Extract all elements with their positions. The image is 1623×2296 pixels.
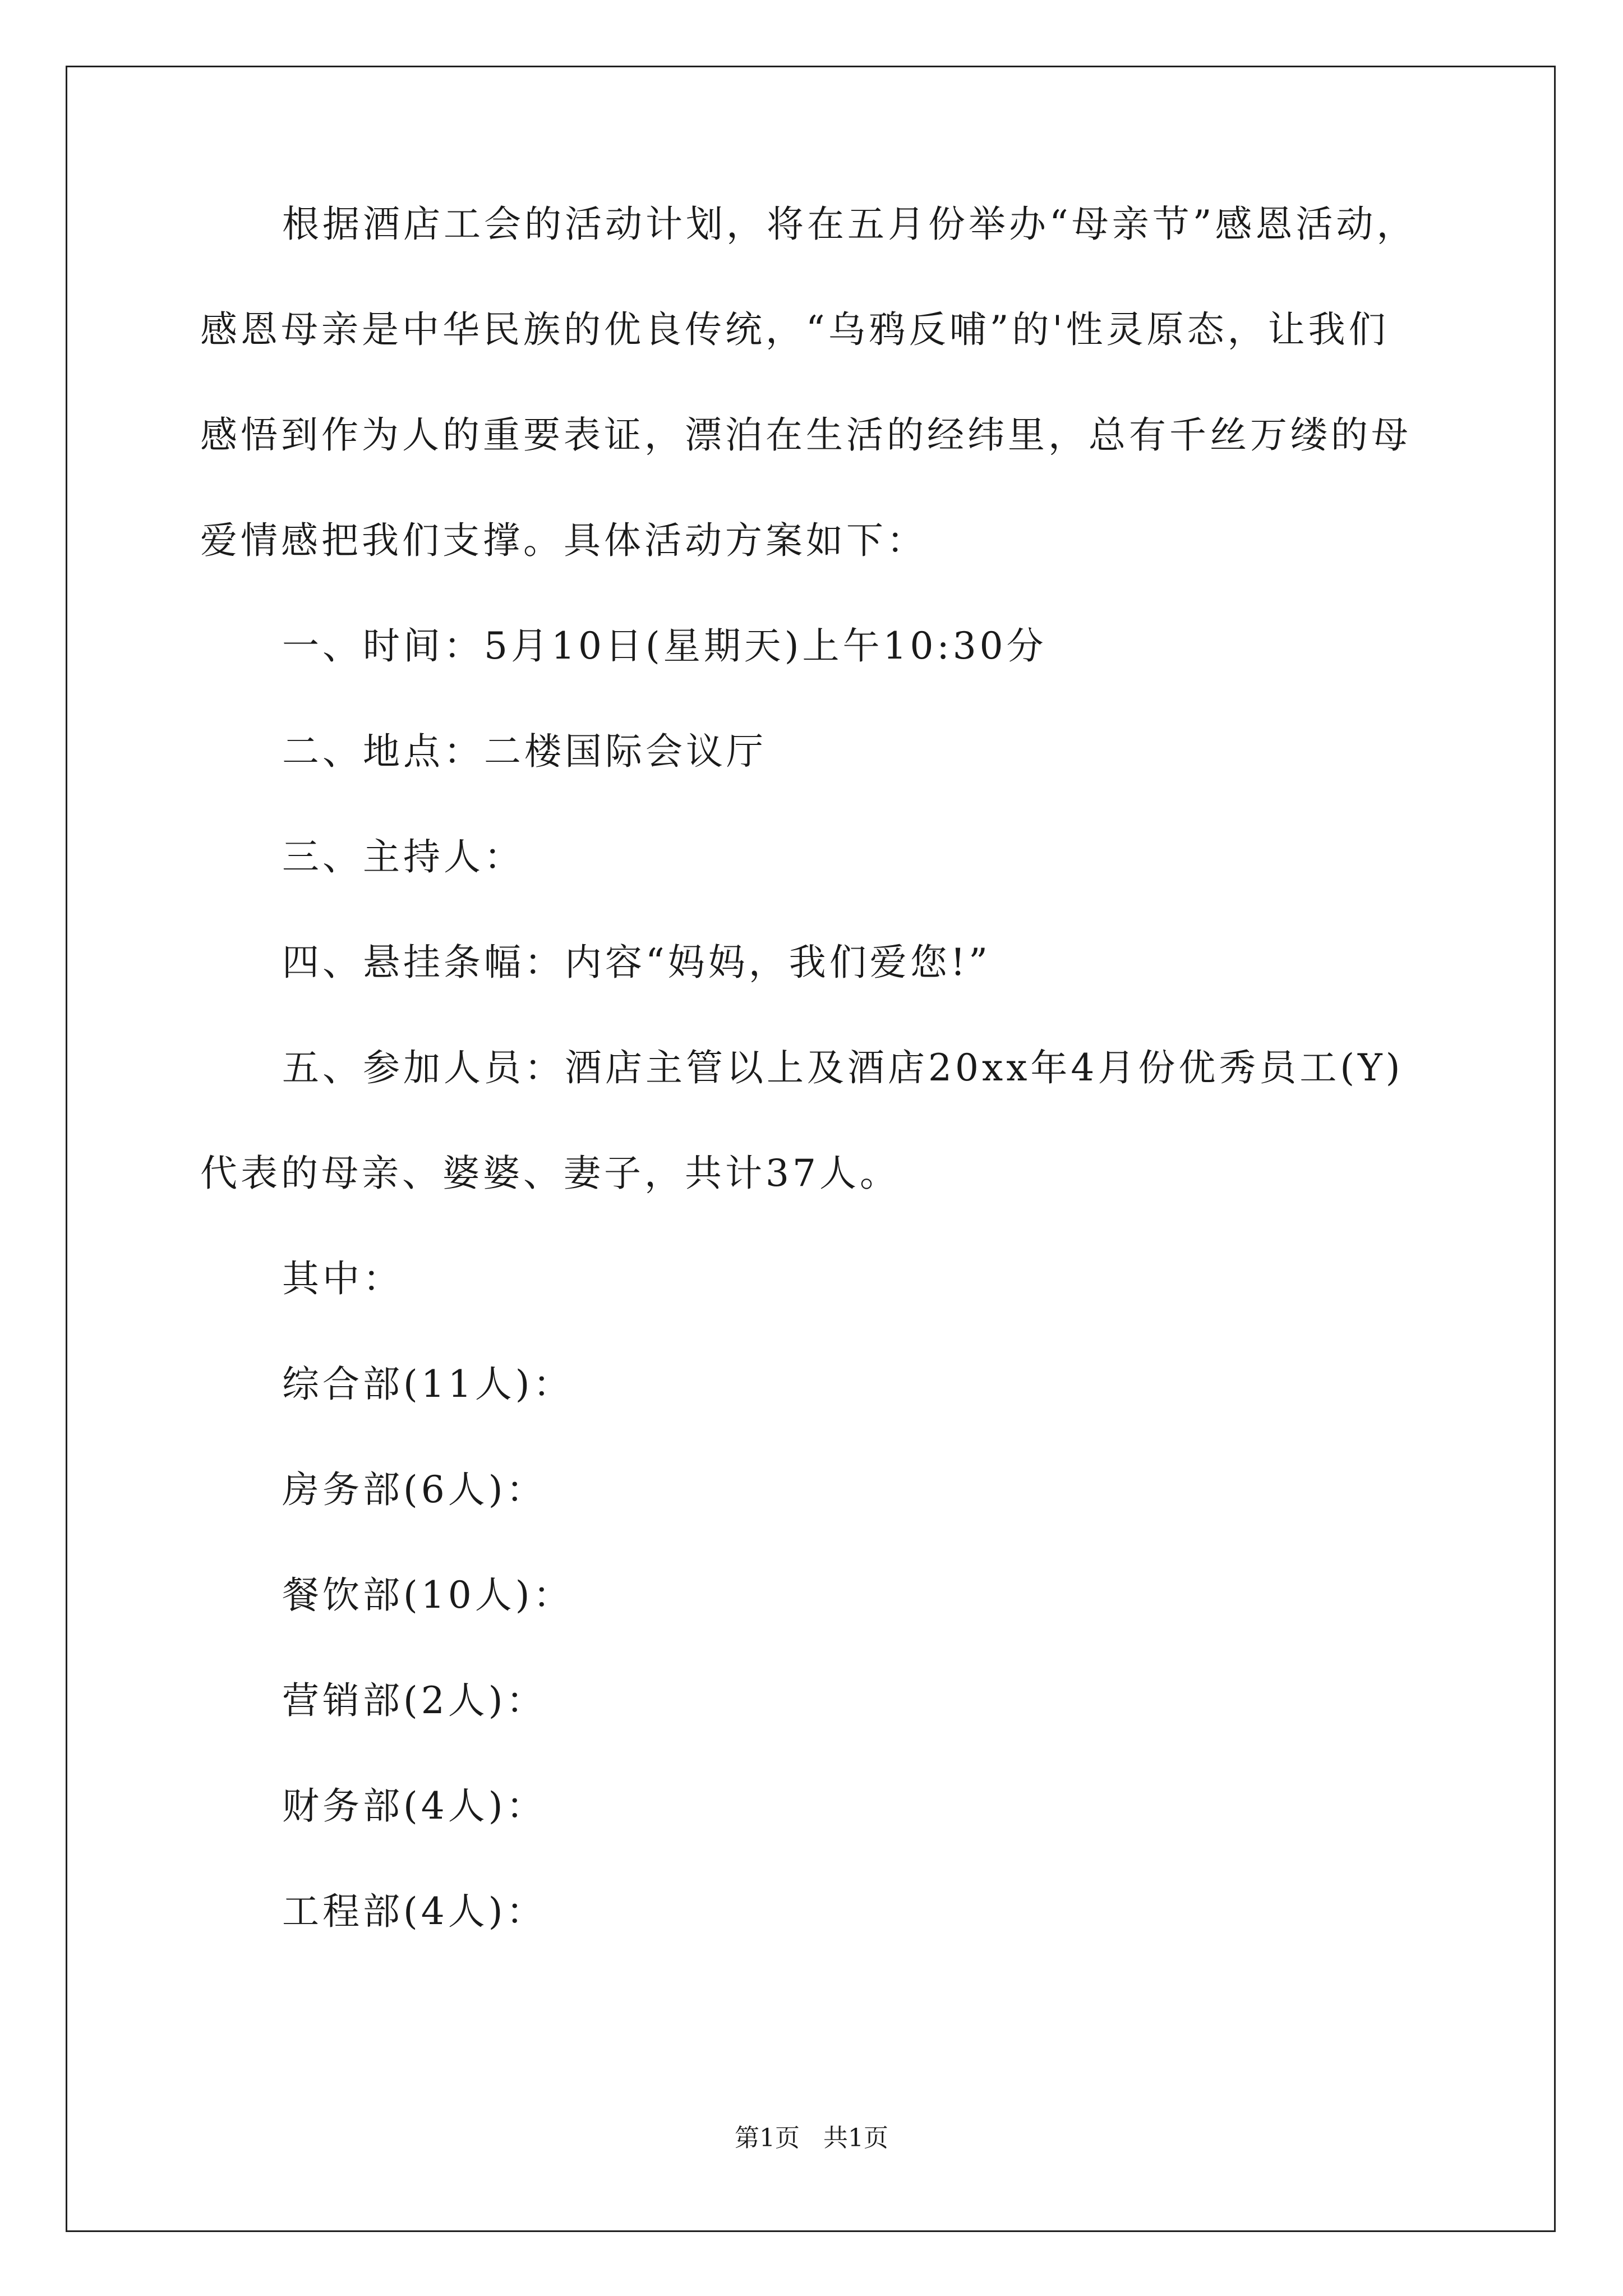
page-number-footer: 第1页 共1页 bbox=[735, 2124, 888, 2152]
dept-marketing: 营销部(2人)： bbox=[282, 1679, 547, 1722]
item-time: 一、时间：5月10日(星期天)上午10:30分 bbox=[282, 624, 1047, 668]
paragraph-intro-line-4: 爱情感把我们支撑。具体活动方案如下： bbox=[200, 519, 927, 562]
paragraph-intro-line-2: 感恩母亲是中华民族的优良传统，“乌鸦反哺”的'性灵原态，让我们 bbox=[200, 308, 1389, 351]
paragraph-intro-line-3: 感悟到作为人的重要表证，漂泊在生活的经纬里，总有千丝万缕的母 bbox=[200, 413, 1412, 457]
dept-rooms: 房务部(6人)： bbox=[282, 1468, 547, 1511]
dept-general-affairs: 综合部(11人)： bbox=[282, 1363, 574, 1406]
item-host: 三、主持人： bbox=[282, 835, 524, 878]
item-participants-line-1: 五、参加人员：酒店主管以上及酒店20xx年4月份优秀员工(Y) bbox=[282, 1046, 1404, 1089]
dept-finance: 财务部(4人)： bbox=[282, 1784, 547, 1828]
dept-engineering: 工程部(4人)： bbox=[282, 1890, 547, 1933]
subheading-among: 其中： bbox=[282, 1257, 403, 1300]
dept-food-beverage: 餐饮部(10人)： bbox=[282, 1573, 574, 1617]
paragraph-intro-line-1: 根据酒店工会的活动计划，将在五月份举办“母亲节”感恩活动， bbox=[282, 203, 1417, 246]
item-location: 二、地点：二楼国际会议厅 bbox=[282, 730, 767, 773]
item-banner: 四、悬挂条幅：内容“妈妈，我们爱您!” bbox=[282, 941, 992, 984]
item-participants-line-2: 代表的母亲、婆婆、妻子，共计37人。 bbox=[200, 1152, 900, 1195]
